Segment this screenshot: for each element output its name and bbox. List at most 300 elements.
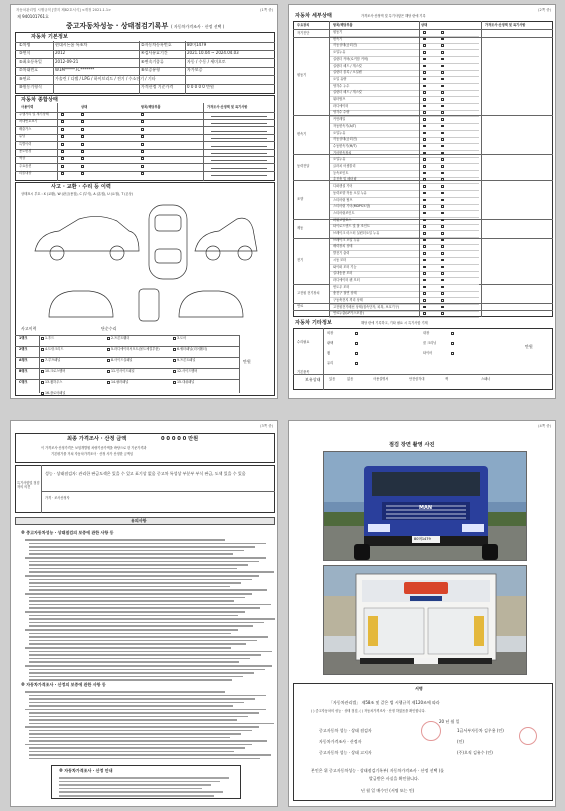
car-right-rear-wheel: [238, 246, 252, 260]
notice-line: [25, 539, 225, 541]
detail-check-good: [423, 185, 426, 188]
basic-item-type: 사용설명서: [373, 377, 389, 381]
detail-header-line: [293, 29, 553, 30]
detail-item-line: [329, 110, 479, 111]
detail-item-label: 충전구 절연 상태: [333, 291, 357, 296]
page-2: [288, 4, 556, 399]
price-note-2: 기본평가를 거쳐 자동차가격조사 · 산정 사가 산정한 금액임: [51, 452, 134, 456]
notice-line: [29, 740, 267, 742]
detail-note: 가격조사·산정액 및 특기사항은 해당 란에 기록: [361, 14, 426, 18]
other-note: 해당 란에 기록하고, 기타 필요 시 특기사항 기재: [361, 321, 428, 325]
detail-check-bad: [441, 111, 444, 114]
notice-line: [29, 751, 234, 753]
guide-line: [59, 791, 223, 793]
detail-check-bad: [441, 286, 444, 289]
detail-check-good: [423, 299, 426, 302]
detail-item-line: [329, 49, 479, 50]
detail-item-label: 파워고압호스: [333, 217, 352, 222]
detail-item-line: [329, 217, 479, 218]
notice-line: [25, 629, 238, 631]
parts-item-label: 11.인사이드패널: [111, 369, 135, 373]
detail-check-good: [423, 152, 426, 155]
status-checkbox: [61, 113, 64, 116]
other-item-label: 휠: [327, 351, 331, 355]
special-notes-label: 특기사항및 점검자의 의견: [17, 481, 40, 490]
detail-item-label: 실린더 블록 / 오일팬: [333, 70, 362, 75]
detail-check-bad: [441, 118, 444, 121]
accident-heading: 사고 · 교환 · 수리 등 이력: [51, 184, 111, 190]
page-number: (2쪽 중): [538, 8, 551, 12]
detail-check-good: [423, 138, 426, 141]
notice-line: [25, 726, 259, 728]
detail-check-good: [423, 71, 426, 74]
page-1: [10, 4, 278, 399]
other-item-check: [355, 342, 358, 345]
status-fill-line: [211, 153, 267, 154]
detail-item-line: [329, 36, 479, 37]
receipt-text-2: 발급받은 사실을 확인합니다.: [369, 776, 420, 781]
notice-line: [29, 568, 237, 570]
basic-row-label: ⑨연료: [19, 75, 31, 81]
detail-group-label: 변속기: [297, 131, 307, 136]
notice-line: [29, 546, 255, 548]
other-row-label: 수리필요: [297, 340, 310, 344]
accident-question: 사고이력: [21, 326, 37, 331]
detail-check-bad: [441, 212, 444, 215]
other-heading: 자동차 기타정보: [295, 320, 332, 326]
notice-line: [29, 695, 266, 697]
detail-check-bad: [441, 132, 444, 135]
basic-divider: [185, 41, 186, 94]
detail-check-bad: [441, 71, 444, 74]
form-header: 자동차관리법 시행규칙 [별지 제82호서식] <개정 2021.1.1>: [16, 8, 112, 12]
detail-check-bad: [441, 38, 444, 41]
detail-check-good: [423, 85, 426, 88]
page-4: [288, 420, 556, 807]
parts-item-label: 13.휠하우스: [45, 380, 63, 384]
detail-check-good: [423, 58, 426, 61]
notice-line: [29, 719, 237, 721]
detail-check-bad: [441, 266, 444, 269]
notice-line: [29, 561, 259, 563]
parts-item-label: 10.크로스멤버: [45, 369, 66, 373]
status-fill-line: [211, 116, 267, 117]
notice-line: [25, 709, 266, 711]
status-fill-line: [211, 131, 267, 132]
status-row-label: 특별이력: [19, 141, 32, 146]
repair-question: 단순수리: [101, 326, 117, 331]
notice-line: [29, 597, 245, 599]
notice-line: [29, 604, 271, 606]
status-fill-line: [211, 138, 267, 139]
page-number: (1쪽 중): [260, 8, 273, 12]
parts-checkbox: [107, 370, 110, 373]
notice-line: [29, 676, 243, 678]
status-fill-line: [211, 123, 267, 124]
parts-checkbox: [173, 348, 176, 351]
detail-check-good: [423, 286, 426, 289]
basic-divider: [53, 41, 54, 94]
detail-check-good: [423, 292, 426, 295]
detail-check-bad: [441, 252, 444, 255]
detail-check-bad: [441, 259, 444, 262]
status-row-label: 주행거리 및 계기상태: [19, 112, 49, 116]
notice-line: [29, 550, 244, 552]
detail-item-line: [329, 83, 479, 84]
parts-item-label: 7.루프패널: [45, 358, 61, 362]
parts-item-label: 15.대쉬패널: [177, 380, 195, 384]
signer-name: (인): [457, 739, 464, 744]
detail-check-good: [423, 165, 426, 168]
notice-line: [25, 611, 245, 613]
detail-item-label: 연료누출(LP가스포함): [333, 311, 364, 316]
price-note-1: 이 가격조사·산정가격은 보험개발원 차량기준가액을 바탕으로 한 기준가격과: [41, 446, 147, 450]
parts-checkbox: [41, 370, 44, 373]
notice-line: [29, 661, 239, 663]
detail-divider: [419, 21, 420, 317]
basic-row-label-2: ②자동차등록번호: [141, 42, 172, 47]
status-checkbox: [141, 157, 144, 160]
status-row-line: [15, 149, 275, 150]
detail-item-line: [329, 130, 479, 131]
car-left-rear-wheel: [110, 246, 124, 260]
parts-checkbox: [107, 348, 110, 351]
notice-line: [29, 651, 272, 653]
parts-rank-label: 1랭크: [19, 336, 28, 340]
basic-row-value-2: 자동 / 수동 / 세미오토: [187, 58, 226, 64]
notice-line: [29, 589, 267, 591]
car-right-front-wheel: [206, 246, 220, 260]
detail-item-label: 변속기: [333, 36, 343, 41]
detail-check-good: [423, 98, 426, 101]
other-item-check: [355, 352, 358, 355]
basic-item-type: 잭: [445, 377, 449, 381]
notice-line: [29, 698, 255, 700]
detail-item-label: 스티어링 기어(MDPS포함): [333, 204, 371, 209]
car-side-right-outline: [195, 218, 257, 251]
other-item-check: [451, 352, 454, 355]
parts-rank-label: B랭크: [19, 369, 28, 373]
parts-item-label: 4.트렁크리드: [45, 347, 64, 351]
status-row-label: 용도변경: [19, 149, 32, 153]
basic-item-type: 스패너: [481, 377, 491, 381]
detail-check-bad: [441, 105, 444, 108]
basic-item-type: 안전삼각대: [409, 377, 425, 381]
parts-rank-label: C랭크: [19, 380, 28, 384]
detail-check-bad: [441, 185, 444, 188]
basic-row-label-2: ⑥변속기종류: [141, 58, 164, 64]
detail-check-good: [423, 172, 426, 175]
detail-item-line: [329, 170, 479, 171]
basic-row-label-2: ④검사유효기간: [141, 50, 168, 56]
detail-check-good: [423, 111, 426, 114]
detail-check-good: [423, 31, 426, 34]
notice-line: [29, 600, 234, 602]
detail-item-label: 고전원전기배선 상태(접속단자, 피복, 보호기구): [333, 304, 400, 309]
status-checkbox: [141, 165, 144, 168]
status-checkbox: [81, 150, 84, 153]
basic-row-value-2: 자가보증: [187, 67, 203, 73]
notice-line: [29, 705, 233, 707]
detail-check-bad: [441, 125, 444, 128]
detail-item-line: [329, 317, 479, 318]
detail-item-line: [329, 257, 479, 258]
detail-divider: [481, 21, 482, 317]
notice-line: [29, 669, 265, 671]
basic-row-value-2: 0 0 0 0 0 만원: [187, 84, 214, 89]
detail-check-good: [423, 225, 426, 228]
photo-title: 점검 장면 촬영 사진: [389, 442, 435, 448]
detail-check-good: [423, 266, 426, 269]
truck-plate: 80머1479: [414, 537, 431, 541]
detail-check-good: [423, 252, 426, 255]
status-checkbox: [81, 172, 84, 175]
notice-line: [29, 543, 266, 545]
notice-line: [29, 622, 264, 624]
notice-line: [25, 557, 266, 559]
detail-check-bad: [441, 58, 444, 61]
basic-item-status-label: 보유상태: [305, 377, 321, 382]
receipt-text-1: 본인은 위 중고자동차성능 · 상태점검기록부( 자동차가격조사 · 산정 선택 )를: [311, 768, 445, 773]
status-checkbox: [141, 128, 144, 131]
detail-check-good: [423, 51, 426, 54]
accident-legend: 상태표시 부호 : X (교환), W (판금/용접), C (부식), A (흠집), U (요철), T (손상): [21, 192, 133, 196]
parts-rank-label: A랭크: [19, 358, 28, 362]
parts-item-label: 3.도어: [177, 336, 187, 340]
detail-item-label: 브레이크 오일 누유: [333, 237, 360, 242]
detail-check-bad: [441, 165, 444, 168]
notice-line: [29, 679, 232, 681]
notice-line: [29, 636, 268, 638]
other-item-check: [355, 362, 358, 365]
detail-check-good: [423, 232, 426, 235]
detail-item-label: 실린더 헤드 / 개스킷: [333, 90, 362, 95]
status-heading: 자동차 종합상태: [21, 97, 58, 103]
status-checkbox: [141, 120, 144, 123]
other-item-check: [451, 332, 454, 335]
truck-front-photo: [323, 451, 527, 561]
form-title: 중고자동차성능 · 상태점검기록부: [66, 22, 169, 30]
detail-group-line: [293, 115, 553, 116]
status-row-line: [15, 119, 275, 120]
status-checkbox: [141, 143, 144, 146]
status-checkbox: [81, 143, 84, 146]
detail-check-bad: [441, 178, 444, 181]
status-row-line: [15, 156, 275, 157]
notice-line: [29, 571, 274, 573]
notice-line: [25, 647, 231, 649]
detail-item-label: 오일누유: [333, 130, 346, 135]
status-checkbox: [61, 172, 64, 175]
detail-check-good: [423, 205, 426, 208]
status-checkbox: [141, 135, 144, 138]
detail-check-bad: [441, 145, 444, 148]
detail-check-bad: [441, 152, 444, 155]
parts-checkbox: [107, 381, 110, 384]
detail-check-good: [423, 212, 426, 215]
other-item-check: [451, 342, 454, 345]
detail-col-header: 주요장치: [297, 23, 310, 27]
detail-check-good: [423, 245, 426, 248]
guide-title: ※ 자동차가격조사 · 산정 안내: [59, 768, 113, 773]
notice-subtitle-1: ※ 중고자동차성능 · 상태점검의 보증에 관한 사항 등: [21, 530, 114, 535]
detail-item-label: 작동상태(공회전): [333, 137, 358, 142]
parts-item-label: 9.프론트패널: [177, 358, 196, 362]
detail-col-header: 상태: [421, 23, 428, 27]
detail-check-bad: [441, 292, 444, 295]
status-divider: [203, 103, 204, 181]
notice-line: [29, 716, 248, 718]
detail-item-line: [329, 76, 479, 77]
detail-item-label: 원동기: [333, 30, 343, 34]
signature-text-1: 「자동차관리법」 제58조 및 같은 법 시행규칙 제120조에 따라: [329, 700, 440, 705]
basic-item-has: 있음: [329, 377, 336, 381]
status-fill-line: [211, 168, 267, 169]
status-row-label: 배출가스: [19, 126, 32, 131]
detail-check-bad: [441, 232, 444, 235]
parts-checkbox: [41, 392, 44, 395]
notice-line: [29, 633, 231, 635]
status-fill-line: [211, 146, 267, 147]
detail-group-label: 자기진단: [297, 30, 310, 35]
page-number: (4쪽 중): [538, 424, 551, 428]
other-row-line: [293, 374, 553, 375]
detail-item-label: 냉각수 수량: [333, 110, 350, 115]
basic-row-value: 2012: [55, 50, 66, 56]
basic-row-value-2: 2021.10.04 ~ 2024.04.03: [187, 50, 239, 56]
basic-row-value: W1M*****7C*******: [55, 67, 95, 73]
detail-item-label: 와이퍼 모터 기능: [333, 264, 357, 269]
price-unit: 만원: [243, 359, 251, 364]
final-price-label: 최종 가격조사 · 산정 금액: [67, 436, 127, 442]
notice-line: [25, 575, 259, 577]
parts-item-label: 1.후드: [45, 336, 55, 340]
page-number: (3쪽 중): [260, 424, 273, 428]
status-divider: [57, 103, 58, 181]
detail-col-header: 가격조사·산정액 및 특기사항: [485, 23, 526, 27]
detail-check-bad: [441, 199, 444, 202]
status-row-label: 리콜대상: [19, 171, 32, 176]
car-diagram: [29, 199, 261, 283]
detail-item-label: 타이로드엔드 및 볼 조인트: [333, 224, 370, 229]
basic-divider: [139, 41, 140, 94]
basic-row-label: ⑩원동기형식: [19, 84, 42, 89]
basic-info-heading: 자동차 기본정보: [31, 34, 68, 40]
parts-item-label: 5.라디에이터서포트(볼트체결부품): [111, 347, 160, 351]
final-price-value: 0 0 0 0 0 만원: [161, 436, 199, 442]
notice-line: [29, 658, 250, 660]
notice-line: [29, 640, 257, 642]
detail-divider: [329, 21, 330, 317]
parts-checkbox: [41, 381, 44, 384]
status-col-header: 사용이력: [21, 105, 34, 109]
notice-line: [29, 564, 248, 566]
notice-line: [29, 643, 246, 645]
detail-group-label: 고전원 전기장치: [297, 290, 320, 295]
signature-text-2: ( ) 중고자동차의 성능 · 상태 점검, ( ) 자동차가격조사 · 산정 하였음을 확인합니다.: [311, 709, 426, 713]
parts-checkbox: [173, 359, 176, 362]
detail-item-label: 브레이크 마스터 실린더오일 누유: [333, 231, 380, 235]
detail-col-header: 항목/해당부품: [333, 23, 353, 27]
status-checkbox: [81, 157, 84, 160]
detail-group-label: 연료: [297, 303, 304, 308]
parts-checkbox: [107, 337, 110, 340]
detail-check-good: [423, 132, 426, 135]
detail-item-label: 커먼레일: [333, 117, 346, 122]
form-title-note: ( 자동차가격조사 · 산정 선택 ): [171, 24, 225, 29]
detail-group-label: 전기: [297, 258, 304, 263]
parts-item-label: 2.프론트휀더: [111, 336, 130, 340]
signature-title: 서명: [415, 686, 423, 691]
notice-line: [29, 733, 241, 735]
detail-check-good: [423, 105, 426, 108]
detail-check-bad: [441, 172, 444, 175]
status-checkbox: [141, 113, 144, 116]
detail-check-bad: [441, 31, 444, 34]
notice-line: [29, 754, 271, 756]
detail-check-good: [423, 199, 426, 202]
detail-check-good: [423, 272, 426, 275]
detail-check-bad: [441, 85, 444, 88]
parts-checkbox: [41, 359, 44, 362]
detail-item-line: [329, 116, 479, 117]
other-item-label: 외장: [327, 331, 334, 335]
basic-row-label: ③연식: [19, 50, 31, 56]
status-checkbox: [141, 150, 144, 153]
detail-group-label: 원동기: [297, 73, 307, 77]
detail-item-label: 클러치 어셈블리: [333, 164, 356, 168]
detail-check-good: [423, 219, 426, 222]
frame-diagram: [29, 287, 261, 323]
detail-item-label: 스티어링 펌프: [333, 197, 353, 202]
status-checkbox: [61, 157, 64, 160]
basic-row-label-2: 가격산정 기준가격: [141, 84, 174, 89]
parts-divider: [39, 335, 40, 393]
notice-line: [29, 758, 260, 760]
detail-check-good: [423, 312, 426, 315]
detail-item-line: [329, 250, 479, 251]
detail-check-good: [423, 158, 426, 161]
other-item-label: 광택: [327, 341, 334, 345]
detail-check-bad: [441, 312, 444, 315]
signature-date: 20 년 월 일: [439, 719, 460, 724]
detail-item-label: 실린더 커버(로커암 커버): [333, 56, 369, 61]
notice-line: [29, 582, 241, 584]
inspector-seal: [421, 721, 441, 741]
detail-check-bad: [441, 51, 444, 54]
notice-line: [29, 737, 230, 739]
detail-item-label: 동력조향 작동 오일 누유: [333, 190, 367, 195]
detail-check-bad: [441, 225, 444, 228]
notice-line: [29, 723, 274, 725]
detail-check-bad: [441, 272, 444, 275]
detail-item-line: [329, 157, 479, 158]
detail-heading: 자동차 세부상태: [295, 13, 332, 19]
parts-rank-label: 2랭크: [19, 347, 28, 351]
signer-name: (주)오직 김유수 (인): [457, 750, 493, 755]
detail-item-label: 실내송풍 모터: [333, 271, 353, 276]
basic-item-none: 없음: [347, 377, 354, 381]
notice-line: [29, 672, 254, 674]
other-divider: [323, 328, 324, 390]
guide-line: [59, 788, 202, 790]
detail-item-label: 라디에이터 팬 모터: [333, 277, 360, 282]
truck-brand: MAN: [419, 505, 433, 511]
price-checker-label: 가격 · 조사산정자: [45, 496, 70, 500]
detail-check-bad: [441, 279, 444, 282]
detail-group-label: 동력전달: [297, 164, 310, 168]
detail-item-label: 구동축전지 격리 상태: [333, 298, 363, 302]
